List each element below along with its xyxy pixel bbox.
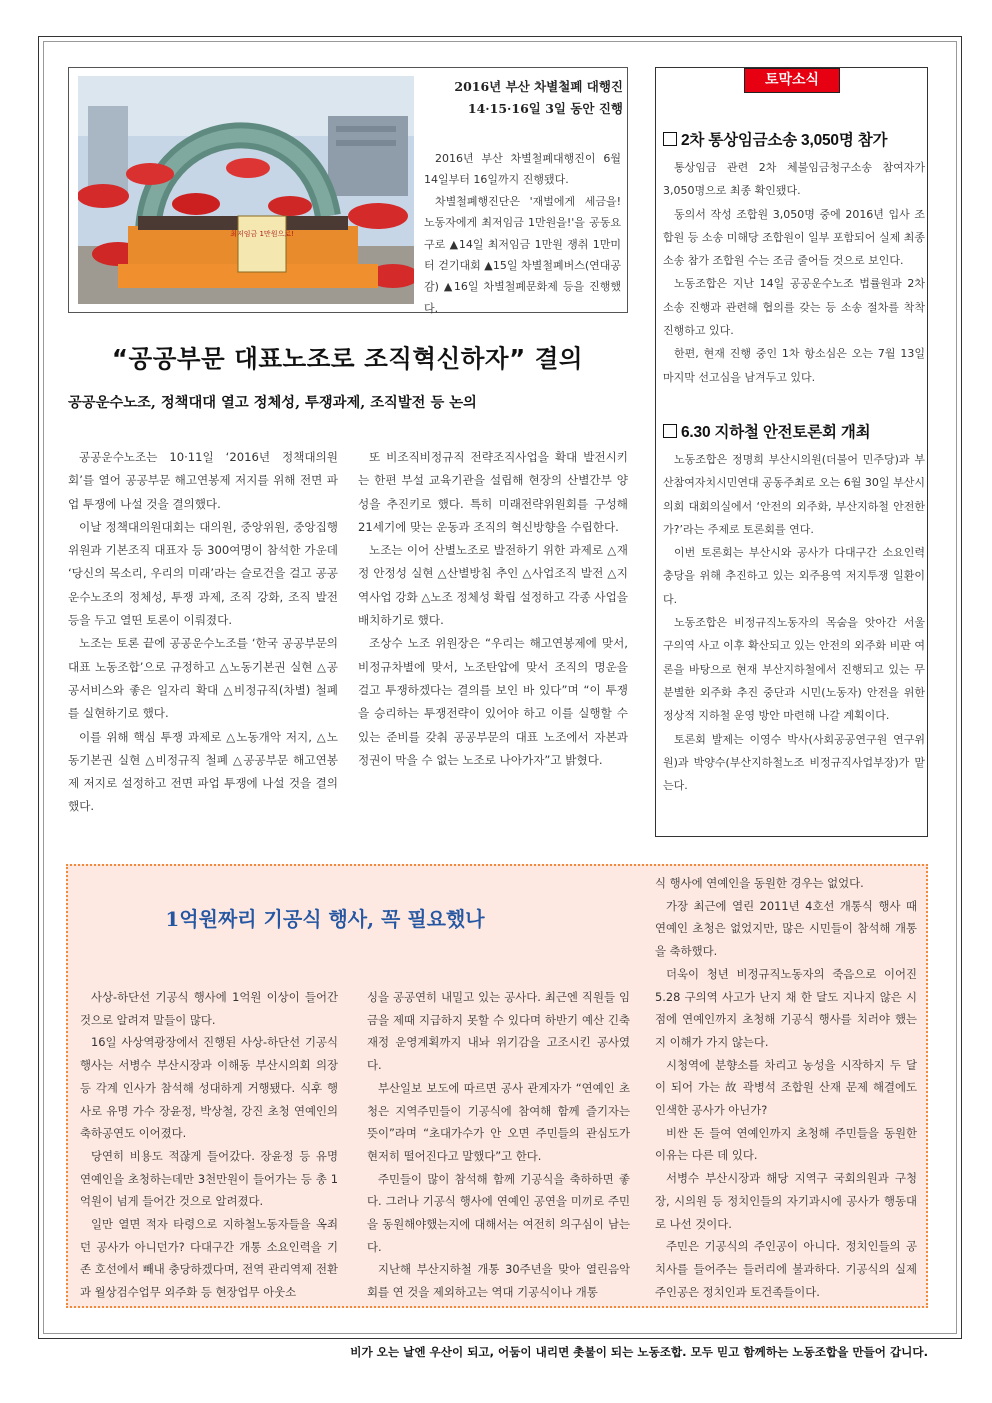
article-paragraph: 16일 사상역광장에서 진행된 사상-하단선 기공식 행사는 서병수 부산시장과 이해동 부산시의회 의장 등 각계 인사가 참석해 성대하게 거행됐다. 식후 행사로 유명 가수 장윤정, 박상철, 강진 초청 연예인의 축하공연도 이어졌다. [80,1035,338,1141]
opinion-article-title: 1억원짜리 기공식 행사, 꼭 필요했나 [165,907,485,931]
photo-caption-paragraph: 2016년 부산 차별철폐대행진이 6월 14일부터 16일까지 진행됐다. [424,152,621,187]
article-paragraph: 서병수 부산시장과 해당 지역구 국회의원과 구청장, 시의원 등 정치인들의 자기과시에 공사가 행동대로 나선 것이다. [655,1171,917,1231]
news-paragraph: 한편, 현재 진행 중인 1차 항소심은 오는 7월 13일 마지막 선고심을 남겨두고 있다. [663,347,925,384]
opinion-article-column-2 [367,986,630,1304]
photo-caption-title-line2: 14·15·16일 3일 동안 진행 [467,101,623,116]
news-item-1-body [663,156,925,389]
article-paragraph: 또 비조직비정규직 전략조직사업을 확대 발전시키는 한편 부설 교육기관을 설립해 현장의 산별간부 양성을 추진키로 했다. 특히 미래전략위원회를 구성해 21세기에 맞는 운동과 조직의 혁신방향을 수립한다. [358,450,628,534]
news-item-2-title [663,420,925,442]
news-item-2-body [663,448,925,797]
article-paragraph: 시청역에 분향소를 차리고 농성을 시작하지 두 달이 되어 가는 故 곽병석 조합원 산재 문제 해결에도 인색한 공사가 아닌가? [655,1057,917,1118]
main-article-column-1 [68,446,338,819]
article-paragraph: 비싼 돈 들여 연예인까지 초청해 주민들을 동원한 이유는 다른 데 있다. [655,1125,917,1163]
article-paragraph: 주민은 기공식의 주인공이 아니다. 정치인들의 공치사를 들어주는 들러리에 불과하다. 기공식의 실제 주인공은 정치인과 토건족들이다. [655,1239,917,1299]
article-paragraph: 더욱이 청년 비정규직노동자의 죽음으로 이어진 5.28 구의역 사고가 난지 채 한 달도 지나지 않은 시점에 연예인까지 초청해 기공식 행사를 치러야 했는지 이해가 가지 않는다. [655,966,917,1049]
main-subheadline: 공공운수노조, 정책대대 열고 정체성, 투쟁과제, 조직발전 등 논의 [68,395,477,411]
news-paragraph: 노동조합은 비정규직노동자의 목숨을 앗아간 서울 구의역 사고 이후 확산되고 있는 안전의 외주화 비판 여론을 바탕으로 현재 부산지하철에서 진행되고 있는 무분별한 외주화 추진 중단과 시민(노동자) 안전을 위한 정상적 지하철 운영 방안 마련해 나갈 계획이다. [663,616,925,723]
rally-photo-illustration [78,76,414,304]
article-paragraph: 노조는 이어 산별노조로 발전하기 위한 과제로 △재정 안정성 실현 △산별방침 추인 △사업조직 발전 △지역사업 강화 △노조 정체성 확립 설정하고 각종 사업을 배치하기로 했다. [358,543,628,628]
article-paragraph: 공공운수노조는 10·11일 ‘2016년 정책대의원회’를 열어 공공부문 해고연봉제 저지를 위해 전면 파업 투쟁에 나설 것을 결의했다. [68,450,338,511]
article-paragraph: 이를 위해 핵심 투쟁 과제로 △노동개악 저지, △노동기본권 실현 △비정규직 철폐 △공공부문 해고연봉제 저지로 설정하고 전면 파업 투쟁에 나설 것을 결의했다. [68,729,338,814]
article-paragraph: 가장 최근에 열린 2011년 4호선 개통식 행사 때 연예인 초청은 없었지만, 많은 시민들이 참석해 개통을 축하했다. [655,898,917,959]
photo-banner-text: 최저임금 1만원으로! [230,230,294,238]
article-paragraph: 사상-하단선 기공식 행사에 1억원 이상이 들어간 것으로 알려져 말들이 많다. [80,990,338,1027]
article-paragraph: 주민들이 많이 참석해 함께 기공식을 축하하면 좋다. 그러나 기공식 행사에 연예인 공연을 미끼로 주민을 동원해야했는지에 대해서는 여전히 의구심이 남는다. [367,1171,630,1254]
article-paragraph: 부산일보 보도에 따르면 공사 관계자가 “연예인 초청은 지역주민들이 기공식에 참여해 함께 즐기자는 뜻이”라며 “초대가수가 안 오면 주민들의 관심도가 현저히 떨어진다고 말했다”고 한다. [367,1080,630,1163]
news-paragraph: 통상임금 관련 2차 체불임금청구소송 참여자가 3,050명으로 최종 확인됐다. [663,161,925,198]
article-paragraph: 이날 정책대의원대회는 대의원, 중앙위원, 중앙집행위원과 기본조직 대표자 등 300여명이 참석한 가운데 ‘당신의 목소리, 우리의 미래’라는 슬로건을 걸고 공공운수노조의 정체성, 투쟁 과제, 조직 강화, 조직 발전 등을 두고 열띤 토론이 이뤄졌다. [68,519,338,628]
photo-caption-box [68,67,628,313]
news-paragraph: 동의서 작성 조합원 3,050명 중에 2016년 입사 조합원 등 소송 미해당 조합원이 일부 포함되어 실제 최종 소송 참가 조합원 수는 조금 줄어들 것으로 보인다. [663,207,925,268]
news-brief-tag: 토막소식 [744,68,840,93]
photo-caption-title [421,76,623,120]
news-item-2-title-text: 6.30 지하철 안전토론회 개최 [681,424,871,441]
news-paragraph: 노동조합은 정명희 부산시의원(더불어 민주당)과 부산참여자치시민연대 공동주최로 오는 6월 30일 부산시의회 대회의실에서 ‘안전의 외주화, 부산지하철 안전한가?’라는 주제로 토론회를 연다. [663,453,925,536]
opinion-article-column-1 [80,986,338,1304]
photo-caption-text [424,148,621,319]
article-paragraph: 노조는 토론 끝에 공공운수노조를 ‘한국 공공부문의 대표 노동조합’으로 규정하고 △노동기본권 실현 △공공서비스와 좋은 일자리 확대 △비정규직(차별) 철폐를 실현하기로 했다. [68,636,338,721]
article-paragraph: 지난해 부산지하철 개통 30주년을 맞아 열린음악회를 연 것을 제외하고는 역대 기공식이나 개통 [367,1262,630,1300]
news-item-1-title-text: 2차 통상임금소송 3,050명 참가 [681,132,888,149]
checkbox-bullet-icon [663,424,677,438]
news-paragraph: 토론회 발제는 이영수 박사(사회공공연구원 연구위원)과 박양수(부산지하철노조 비정규직사업부장)가 맡는다. [663,732,925,793]
footer-slogan: 비가 오는 날엔 우산이 되고, 어둠이 내리면 촛불이 되는 노동조합. 모두 믿고 함께하는 노동조합을 만들어 갑니다. [350,1345,928,1359]
news-brief-box [655,67,928,837]
opinion-article-column-3 [655,872,917,1303]
article-paragraph: 당연히 비용도 적잖게 들어갔다. 장윤정 등 유명 연예인을 초청하는데만 3천만원이 들어가는 등 총 1억원이 넘게 들어간 것으로 알려졌다. [80,1148,338,1209]
news-paragraph: 노동조합은 지난 14일 공공운수노조 법률원과 2차 소송 진행과 관련해 협의를 갖는 등 소송 절차를 착착 진행하고 있다. [663,277,925,338]
main-headline: “공공부문 대표노조로 조직혁신하자” 결의 [111,344,584,373]
news-paragraph: 이번 토론회는 부산시와 공사가 다대구간 소요인력 충당을 위해 추진하고 있는 외주용역 저지투쟁 일환이다. [663,546,925,606]
article-paragraph: 조상수 노조 위원장은 “우리는 해고연봉제에 맞서, 비정규차별에 맞서, 노조탄압에 맞서 조직의 명운을 걸고 투쟁하겠다는 결의를 보인 바 있다”며 “이 투쟁을 승리하는 투쟁전략이 있어야 하고 이를 실행할 수 있는 준비를 갖춰 공공부문의 대표 노조에서 자본과 정권이 막을 수 없는 노조로 나아가자”고 밝혔다. [358,636,628,767]
article-paragraph: 식 행사에 연예인을 동원한 경우는 없었다. [655,876,864,890]
photo-caption-title-line1: 2016년 부산 차별철폐 대행진 [454,79,623,94]
main-article-column-2 [358,446,628,772]
article-paragraph: 일만 열면 적자 타령으로 지하철노동자들을 옥죄던 공사가 아니던가? 다대구간 개통 소요인력을 기존 호선에서 빼내 충당하겠다며, 전역 관리역제 전환과 월상검수업무 외주화 등 현장업무 아웃소 [80,1217,338,1300]
checkbox-bullet-icon [663,132,677,146]
article-paragraph: 싱을 공공연히 내밀고 있는 공사다. 최근엔 직원들 임금을 제때 지급하지 못할 수 있다며 하반기 예산 긴축재정 운영계획까지 내놔 위기감을 고조시킨 공사였다. [367,990,630,1073]
rally-photo [78,76,414,304]
news-item-1-title [663,128,925,150]
photo-caption-paragraph: 차별철폐행진단은 '재벌에게 세금을! 노동자에게 최저임금 1만원을!'을 공동요구로 ▲14일 최저임금 1만원 쟁취 1만미터 걷기대회 ▲15일 차별철폐버스(연대공감) ▲16일 차별철폐문화제 등을 진행했다. [424,194,621,315]
